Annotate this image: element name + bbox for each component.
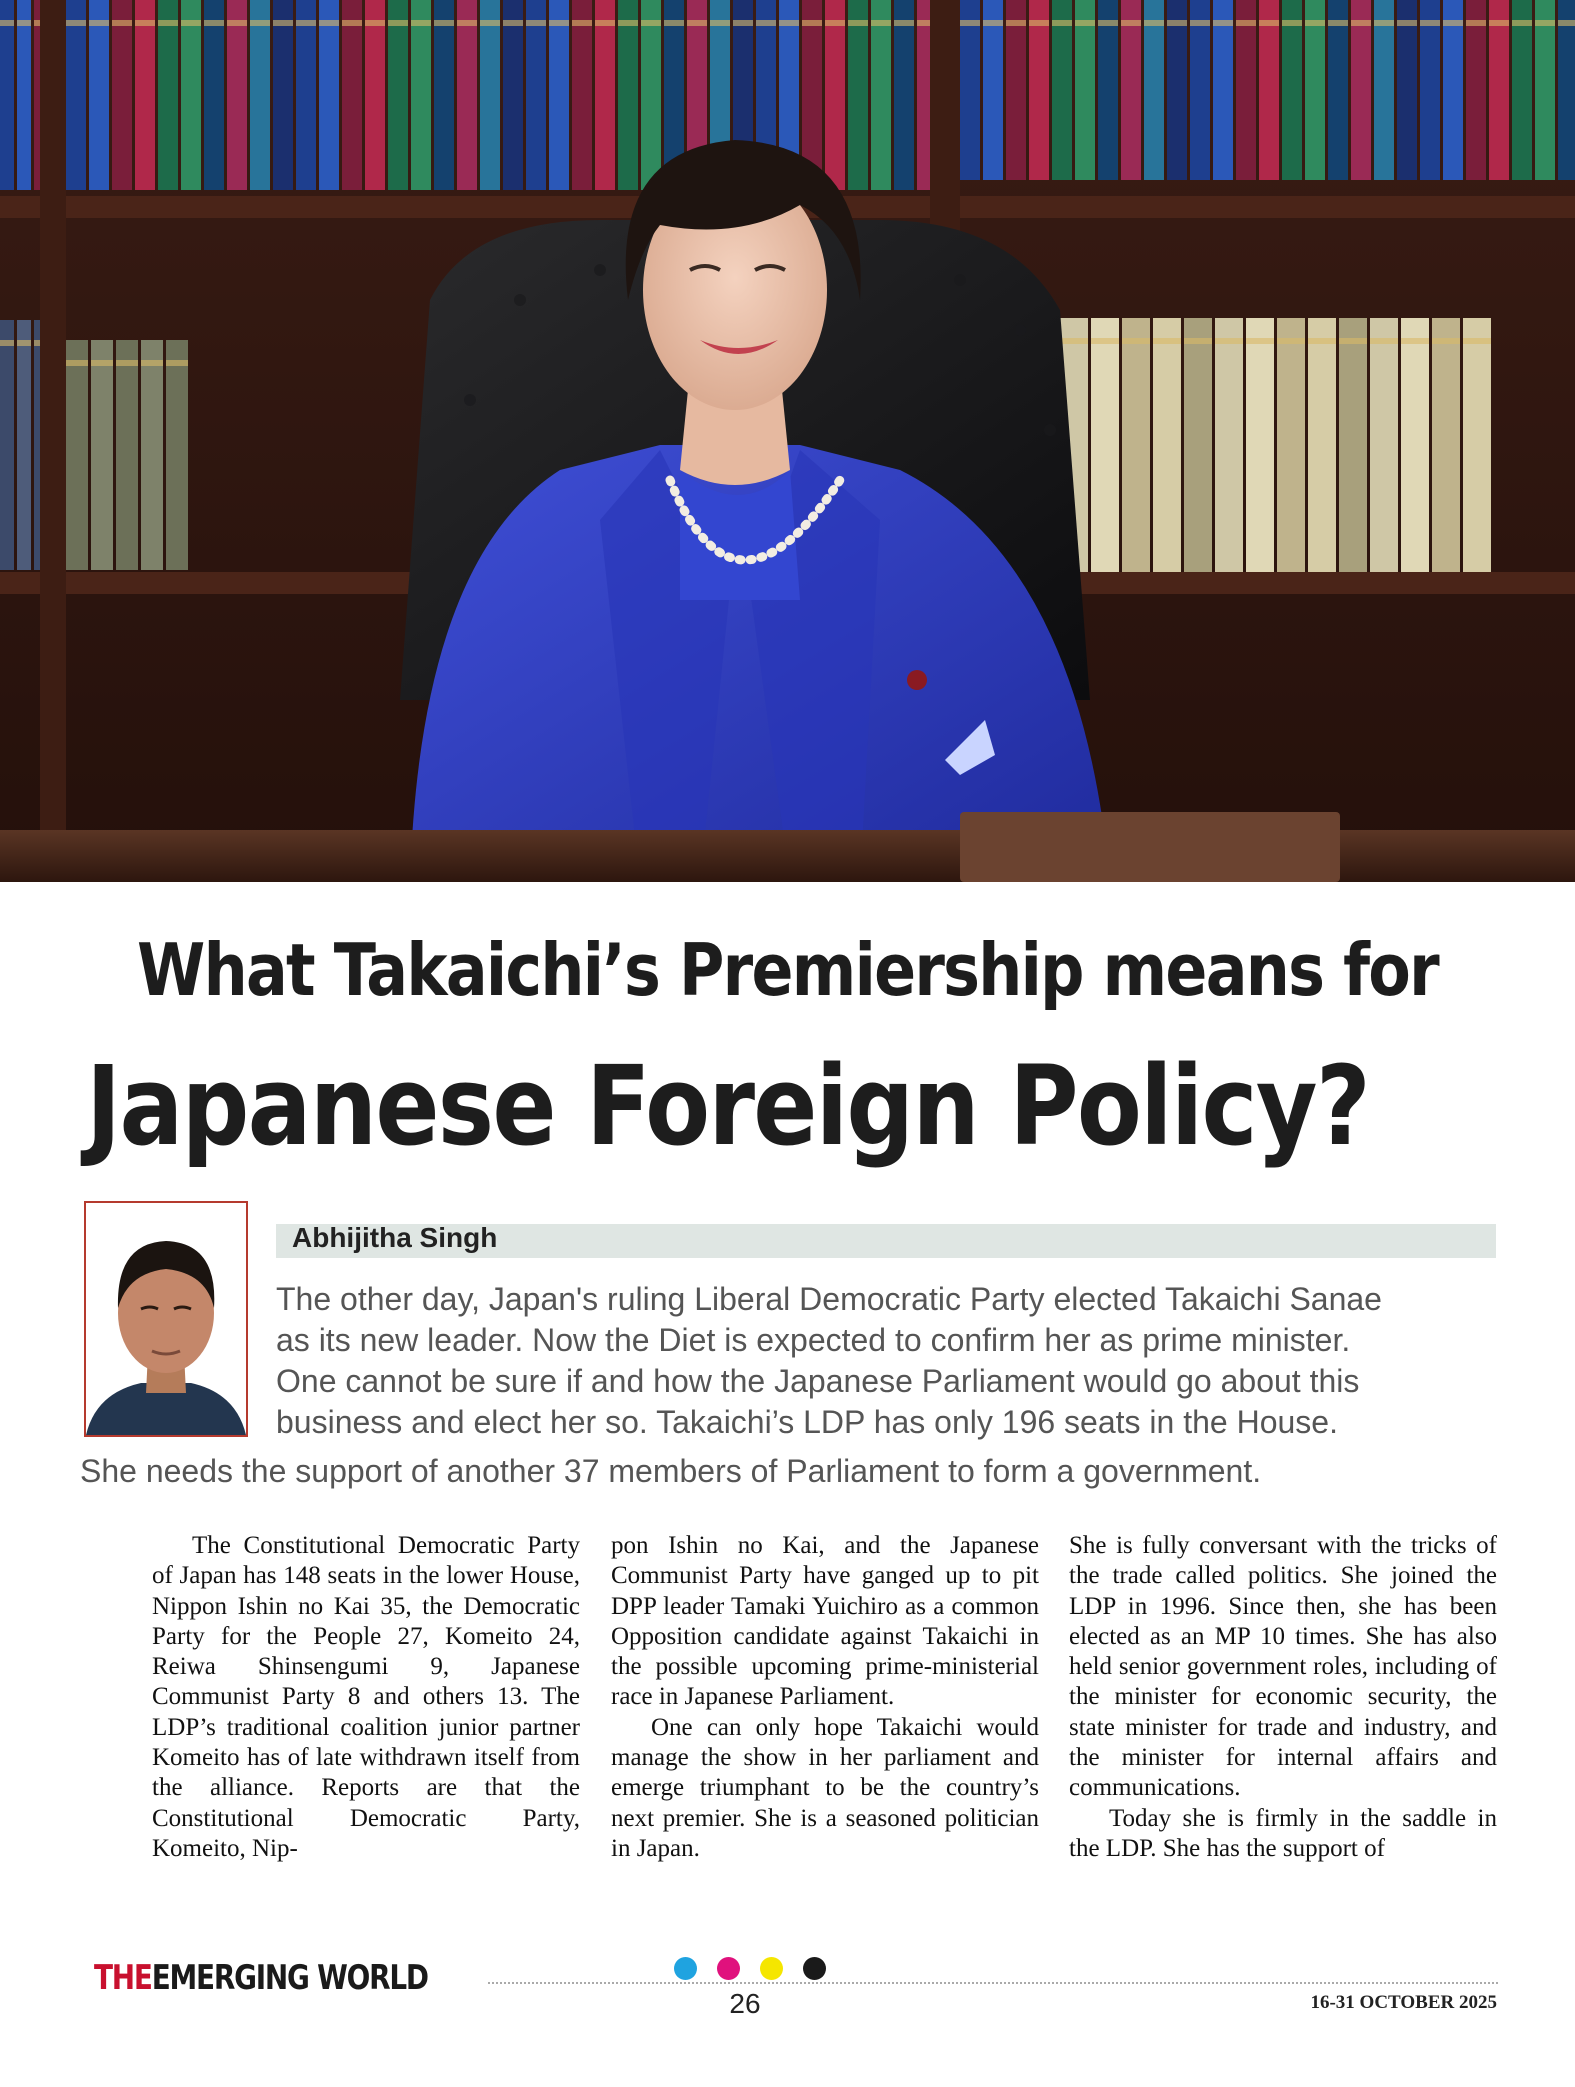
registration-dot xyxy=(674,1957,697,1980)
hero-photo xyxy=(0,0,1575,882)
masthead-logo xyxy=(94,1958,428,1998)
headline-line-1: What Takaichi’s Premiership means for xyxy=(137,928,1438,1012)
registration-dot xyxy=(717,1957,740,1980)
masthead-title: EMERGING WORLD xyxy=(151,1958,428,1998)
standfirst-line: as its new leader. Now the Diet is expected to confirm her as prime minister. xyxy=(276,1322,1351,1358)
footer-rule xyxy=(488,1982,1498,1984)
registration-dots xyxy=(674,1957,826,1980)
body-column-1 xyxy=(152,1531,580,1864)
body-column-3 xyxy=(1069,1531,1497,1864)
standfirst-line: The other day, Japan's ruling Liberal Democratic Party elected Takaichi Sanae xyxy=(276,1281,1382,1317)
author-portrait-illustration xyxy=(86,1203,246,1435)
body-column-2 xyxy=(611,1531,1039,1864)
page-number: 26 xyxy=(729,1988,761,2019)
body-paragraph: pon Ishin no Kai, and the Japanese Communist Party have ganged up to pit DPP leader Tamaki Yuichiro as a common Opposition candidate against Takaichi in the possible upcoming prime-ministerial race in Japanese Parliament. xyxy=(611,1532,1039,1711)
body-paragraph: Today she is firmly in the saddle in the LDP. She has the support of xyxy=(1069,1804,1497,1862)
headline-line-2: Japanese Foreign Policy? xyxy=(85,1042,1370,1170)
body-paragraph: One can only hope Takaichi would manage the show in her parliament and emerge triumphant to be the country’s next premier. She is a seasoned politician in Japan. xyxy=(611,1713,1039,1862)
portrait-illustration xyxy=(0,0,1575,882)
issue-date: 16-31 OCTOBER 2025 xyxy=(1310,1992,1497,2013)
standfirst-line: One cannot be sure if and how the Japanese Parliament would go about this xyxy=(276,1363,1360,1399)
registration-dot xyxy=(760,1957,783,1980)
masthead-accent: THE xyxy=(94,1958,152,1998)
author-photo xyxy=(84,1201,248,1437)
body-paragraph: She is fully conversant with the tricks of the trade called politics. She joined the LDP in 1996. Since then, she has been elected as an MP 10 times. She has also held senior government roles, including of the minister for economic security, the state minister for trade and industry, and the minister for internal affairs and communications. xyxy=(1069,1532,1497,1802)
standfirst xyxy=(276,1279,1382,1443)
standfirst-line: business and elect her so. Takaichi’s LDP has only 196 seats in the House. xyxy=(276,1404,1338,1440)
registration-dot xyxy=(803,1957,826,1980)
author-name: Abhijitha Singh xyxy=(292,1222,498,1253)
standfirst-last-line: She needs the support of another 37 members of Parliament to form a government. xyxy=(80,1453,1262,1489)
body-paragraph: The Constitutional Democratic Party of Japan has 148 seats in the lower House, Nippon Ishin no Kai 35, the Democratic Party for the People 27, Komeito 24, Reiwa Shinsengumi 9, Japanese Communist Party 8 and others 13. The LDP’s traditional coalition junior partner Komeito has of late withdrawn itself from the alliance. Reports are that the Constitutional Democratic Party, Komeito, Nip- xyxy=(152,1532,580,1862)
